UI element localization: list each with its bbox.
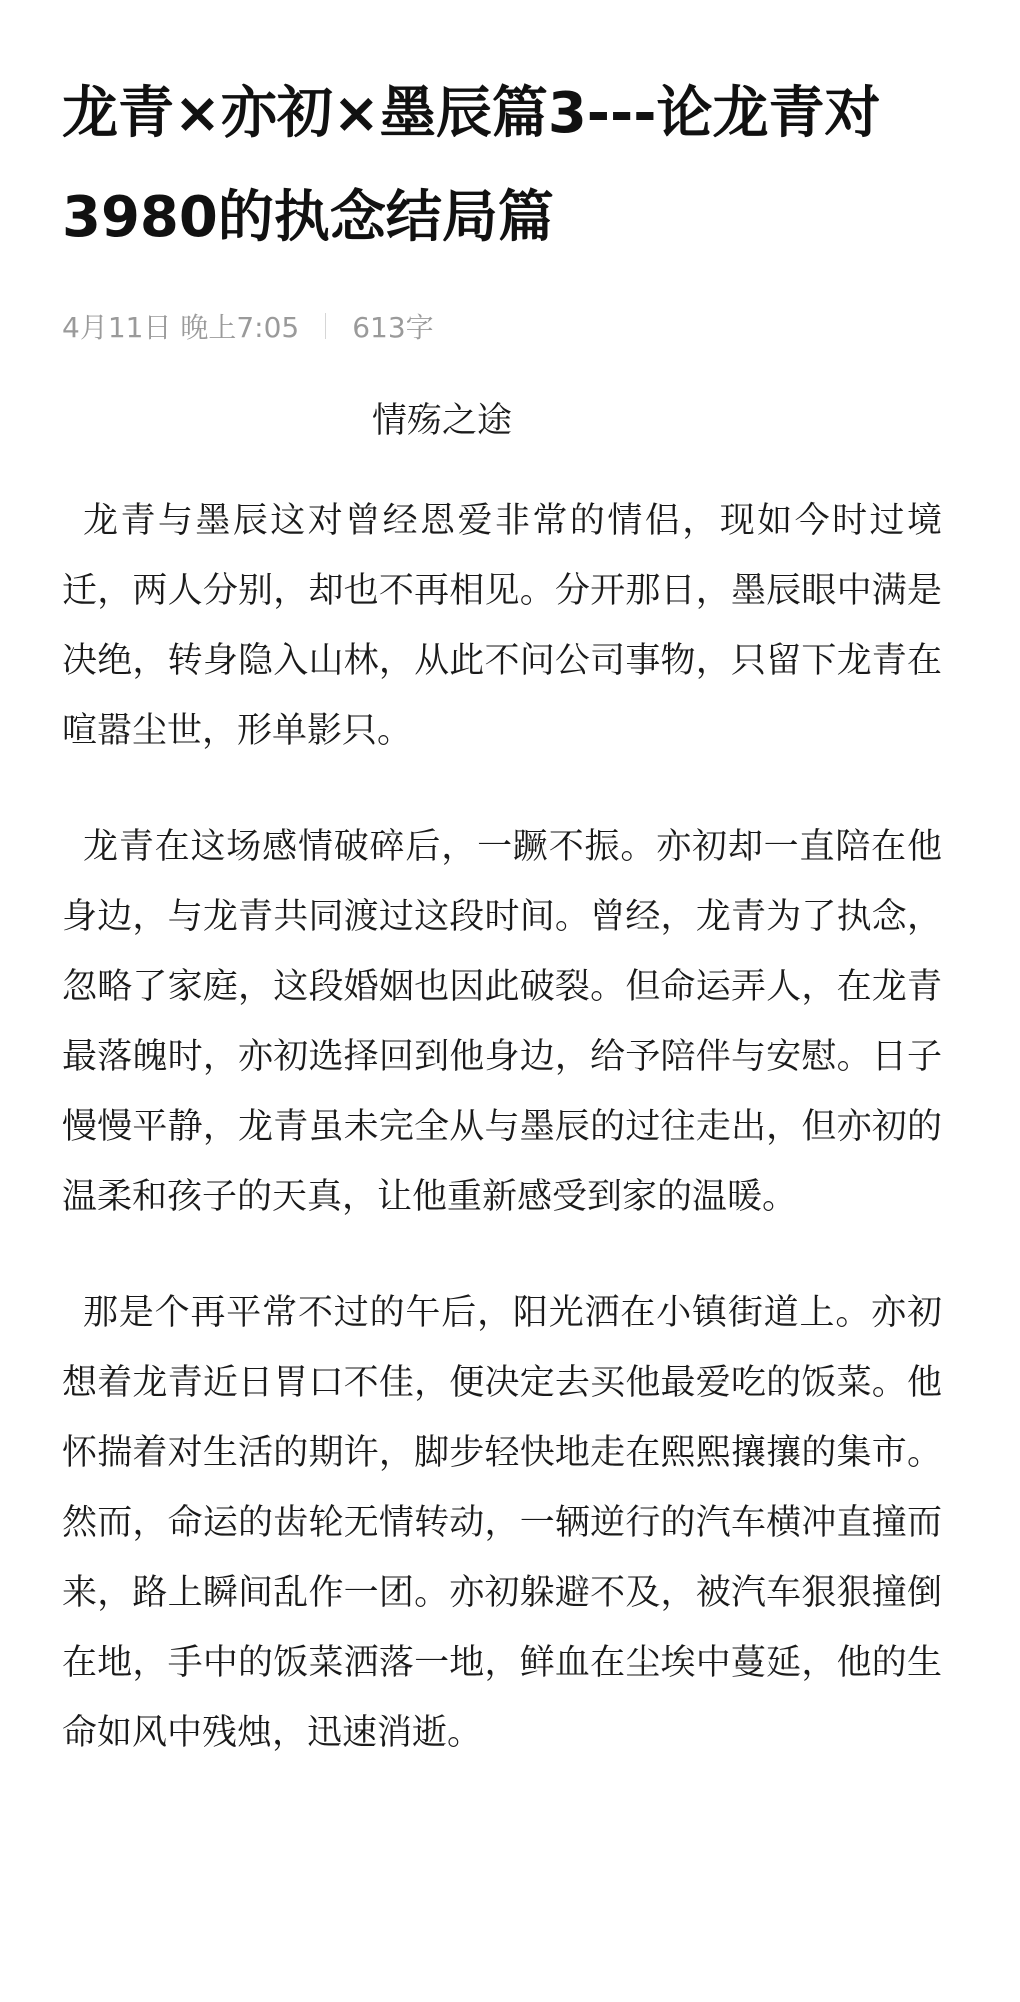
article-paragraph-1: 龙青与墨辰这对曾经恩爱非常的情侣，现如今时过境迁，两人分别，却也不再相见。分开那日，墨辰眼中满是决绝，转身隐入山林，从此不问公司事物，只留下龙青在喧嚣尘世，形单影只。	[62, 501, 942, 751]
article-paragraph-3: 那是个再平常不过的午后，阳光洒在小镇街道上。亦初想着龙青近日胃口不佳，便决定去买他最爱吃的饭菜。他怀揣着对生活的期许，脚步轻快地走在熙熙攘攘的集市。然而，命运的齿轮无情转动，一辆逆行的汽车横冲直撞而来，路上瞬间乱作一团。亦初躲避不及，被汽车狠狠撞倒在地，手中的饭菜洒落一地，鲜血在尘埃中蔓延，他的生命如风中残烛，迅速消逝。	[62, 1293, 942, 1753]
article-paragraph-2: 龙青在这场感情破碎后，一蹶不振。亦初却一直陪在他身边，与龙青共同渡过这段时间。曾经，龙青为了执念，忽略了家庭，这段婚姻也因此破裂。但命运弄人，在龙青最落魄时，亦初选择回到他身边，给予陪伴与安慰。日子慢慢平静，龙青虽未完全从与墨辰的过往走出，但亦初的温柔和孩子的天真，让他重新感受到家的温暖。	[62, 827, 942, 1217]
article-subtitle: 情殇之途	[371, 401, 512, 441]
article-meta	[62, 306, 962, 346]
meta-divider	[325, 313, 326, 339]
publish-date: 4月11日 晚上7:05	[62, 311, 300, 344]
article-container	[62, 62, 962, 1803]
article-title: 龙青×亦初×墨辰篇3---论龙青对3980的执念结局篇	[62, 81, 881, 250]
word-count: 613字	[352, 311, 434, 344]
